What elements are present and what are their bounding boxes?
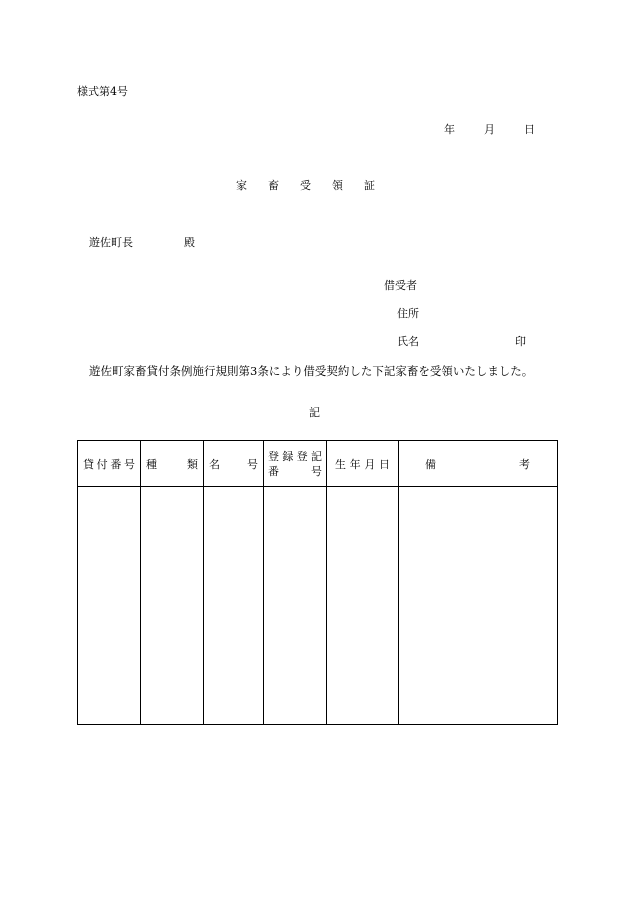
addressee-name: 遊佐町長	[89, 236, 133, 249]
month-label: 月	[484, 123, 495, 136]
name-label: 氏名	[397, 335, 419, 348]
header-registration-number: 登 録 登 記 番 号	[264, 441, 327, 487]
cell-name[interactable]	[204, 487, 264, 725]
note-heading: 記	[309, 406, 320, 419]
document-title: 家畜受領証	[236, 179, 396, 192]
cell-birth-date[interactable]	[327, 487, 399, 725]
day-label: 日	[524, 123, 535, 136]
header-kind: 種 類	[141, 441, 204, 487]
body-text: 遊佐町家畜貸付条例施行規則第3条により借受契約した下記家畜を受領いたしました。	[89, 364, 534, 378]
date-line	[444, 123, 535, 137]
header-name: 名 号	[204, 441, 264, 487]
seal-label: 印	[515, 335, 526, 348]
cell-loan-number[interactable]	[78, 487, 141, 725]
livestock-table	[77, 440, 558, 725]
table-header-row	[78, 441, 558, 487]
addressee-honorific: 殿	[184, 236, 195, 249]
header-loan-number: 貸 付 番 号	[78, 441, 141, 487]
cell-kind[interactable]	[141, 487, 204, 725]
year-label: 年	[444, 123, 455, 136]
cell-registration-number[interactable]	[264, 487, 327, 725]
table-row	[78, 487, 558, 725]
cell-remarks[interactable]	[399, 487, 558, 725]
address-label: 住所	[397, 307, 419, 320]
borrower-label: 借受者	[384, 279, 417, 292]
header-birth-date: 生 年 月 日	[327, 441, 399, 487]
form-number: 様式第4号	[77, 85, 128, 98]
header-remarks: 備 考	[399, 441, 558, 487]
